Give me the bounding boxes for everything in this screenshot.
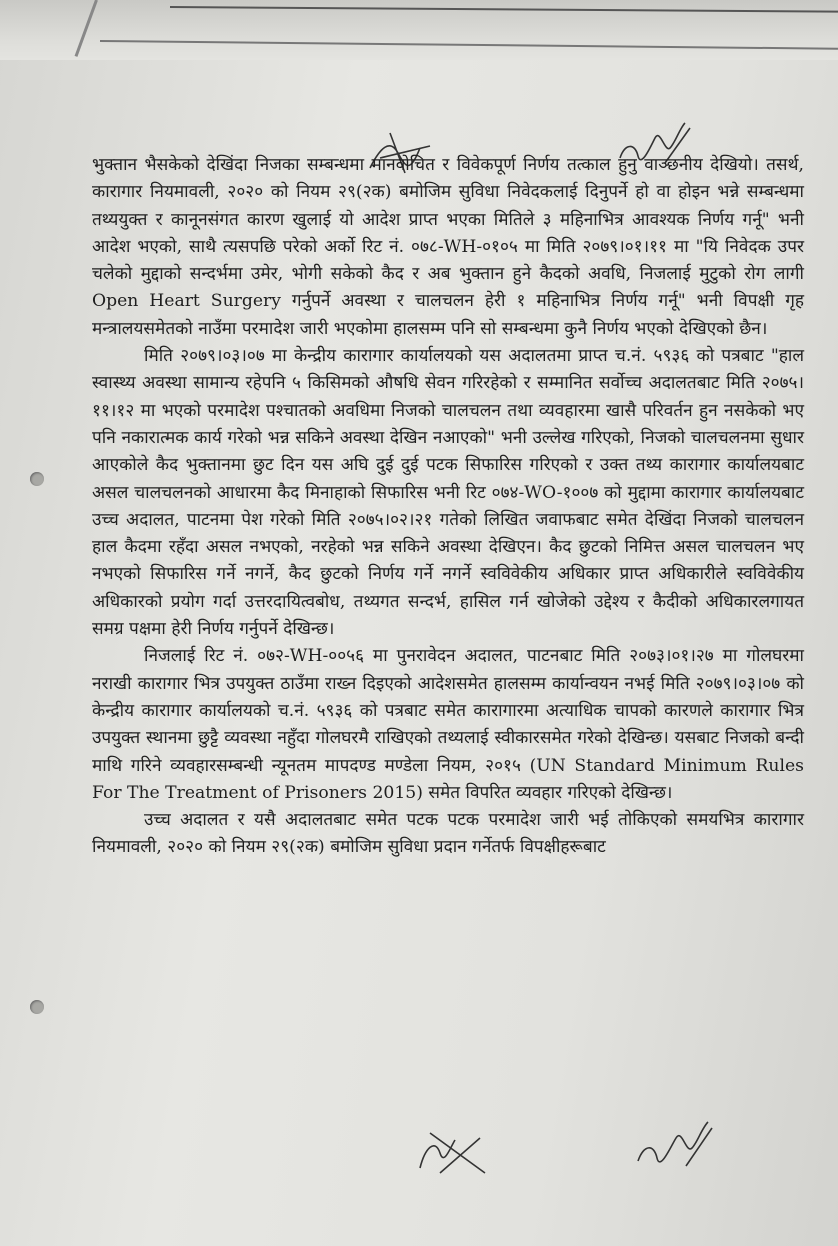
paragraph: मिति २०७९।०३।०७ मा केन्द्रीय कारागार कार्यालयको यस अदालतमा प्राप्त च.नं. ५९३६ को पत्रबाट "हाल स्वास्थ्य अवस्था सामान्य रहेपनि ५ किसिमको औषधि सेवन गरिरहेको र सम्मानित सर्वोच्च अदालतबाट मिति २०७५।११।१२ मा भएको परमादेश पश्चातको अवधिमा निजको चालचलन तथा व्यवहारमा खासै परिवर्तन हुन नसकेको भए पनि नकारात्मक कार्य गरेको भन्न सकिने अवस्था देखिन नआएको" भनी उल्लेख गरिएको, निजको चालचलनमा सुधार आएकोले कैद भुक्तानमा छुट दिन यस अघि दुई दुई पटक सिफारिस गरिएको र उक्त तथ्य कारागार कार्यालयबाट असल चालचलनको आधारमा कैद मिनाहाको सिफारिस भनी रिट ०७४-WO-१००७ को मुद्दामा कारागार कार्यालयबाट उच्च अदालत, पाटनमा पेश गरेको मिति २०७५।०२।२१ गतेको लिखित जवाफबाट समेत देखिंदा निजको चालचलन हाल कैदमा रहँदा असल नभएको, नरहेको भन्न सकिने अवस्था देखिएन। कैद छुटको निमित्त असल चालचलन भए नभएको सिफारिस गर्ने नगर्ने, कैद छुटको निर्णय गर्ने नगर्ने स्वविवेकीय अधिकार प्राप्त अधिकारीले स्वविवेकीय अधिकारको प्रयोग गर्दा उत्तरदायित्वबोध, तथ्यगत सन्दर्भ, हासिल गर्न खोजेको उद्देश्य र कैदीको अधिकारलगायत समग्र पक्षमा हेरी निर्णय गर्नुपर्ने देखिन्छ। xyxy=(92,346,804,640)
fold-corner xyxy=(75,0,98,57)
paragraph: भुक्तान भैसकेको देखिंदा निजका सम्बन्धमा मानवोचित र विवेकपूर्ण निर्णय तत्काल हुनु वाञ्छनीय देखियो। तसर्थ, कारागार नियमावली, २०२० को नियम २९(२क) बमोजिम सुविधा निवेदकलाई दिनुपर्ने हो वा होइन भन्ने सम्बन्धमा तथ्ययुक्त र कानूनसंगत कारण खुलाई यो आदेश प्राप्त भएका मितिले ३ महिनाभित्र आवश्यक निर्णय गर्नू" भनी आदेश भएको, साथै त्यसपछि परेको अर्को रिट नं. ०७८-WH-०१०५ मा मिति २०७९।०१।११ मा "यि निवेदक उपर चलेको मुद्दाको सन्दर्भमा उमेर, भोगी सकेको कैद र अब भुक्तान हुने कैदको अवधि, निजलाई मुटुको रोग लागी Open Heart Surgery गर्नुपर्ने अवस्था र चालचलन हेरी १ महिनाभित्र निर्णय गर्नू" भनी विपक्षी गृह मन्त्रालयसमेतको नाउँमा परमादेश जारी भएकोमा हालसम्म पनि सो सम्बन्धमा कुनै निर्णय भएको देखिएको छैन। xyxy=(92,155,804,339)
judgment-text xyxy=(92,152,804,862)
punch-hole xyxy=(30,1000,44,1014)
folded-top-edge xyxy=(0,0,838,60)
punch-hole xyxy=(30,472,44,486)
fold-line xyxy=(100,40,838,50)
handwritten-signature-bottom-right xyxy=(630,1116,720,1178)
paragraph: उच्च अदालत र यसै अदालतबाट समेत पटक पटक परमादेश जारी भई तोकिएको समयभित्र कारागार नियमावली, २०२० को नियम २९(२क) बमोजिम सुविधा प्रदान गर्नेतर्फ विपक्षीहरूबाट xyxy=(92,810,804,858)
fold-line xyxy=(170,6,838,13)
handwritten-signature-bottom-left xyxy=(410,1118,500,1178)
paragraph: निजलाई रिट नं. ०७२-WH-००५६ मा पुनरावेदन अदालत, पाटनबाट मिति २०७३।०१।२७ मा गोलघरमा नराखी कारागार भित्र उपयुक्त ठाउँमा राख्न दिइएको आदेशसमेत हालसम्म कार्यान्वयन नभई मिति २०७९।०३।०७ को केन्द्रीय कारागार कार्यालयको च.नं. ५९३६ को पत्रबाट समेत कारागारमा अत्याधिक चापको कारणले कारागार भित्र उपयुक्त स्थानमा छुट्टै व्यवस्था नहुँदा गोलघरमै राखिएको तथ्यलाई स्वीकारसमेत गरेको देखिन्छ। यसबाट निजको बन्दी माथि गरिने व्यवहारसम्बन्धी न्यूनतम मापदण्ड मण्डेला नियम, २०१५ (UN Standard Minimum Rules For The Treatment of Prisoners 2015) समेत विपरित व्यवहार गरिएको देखिन्छ। xyxy=(92,646,804,803)
